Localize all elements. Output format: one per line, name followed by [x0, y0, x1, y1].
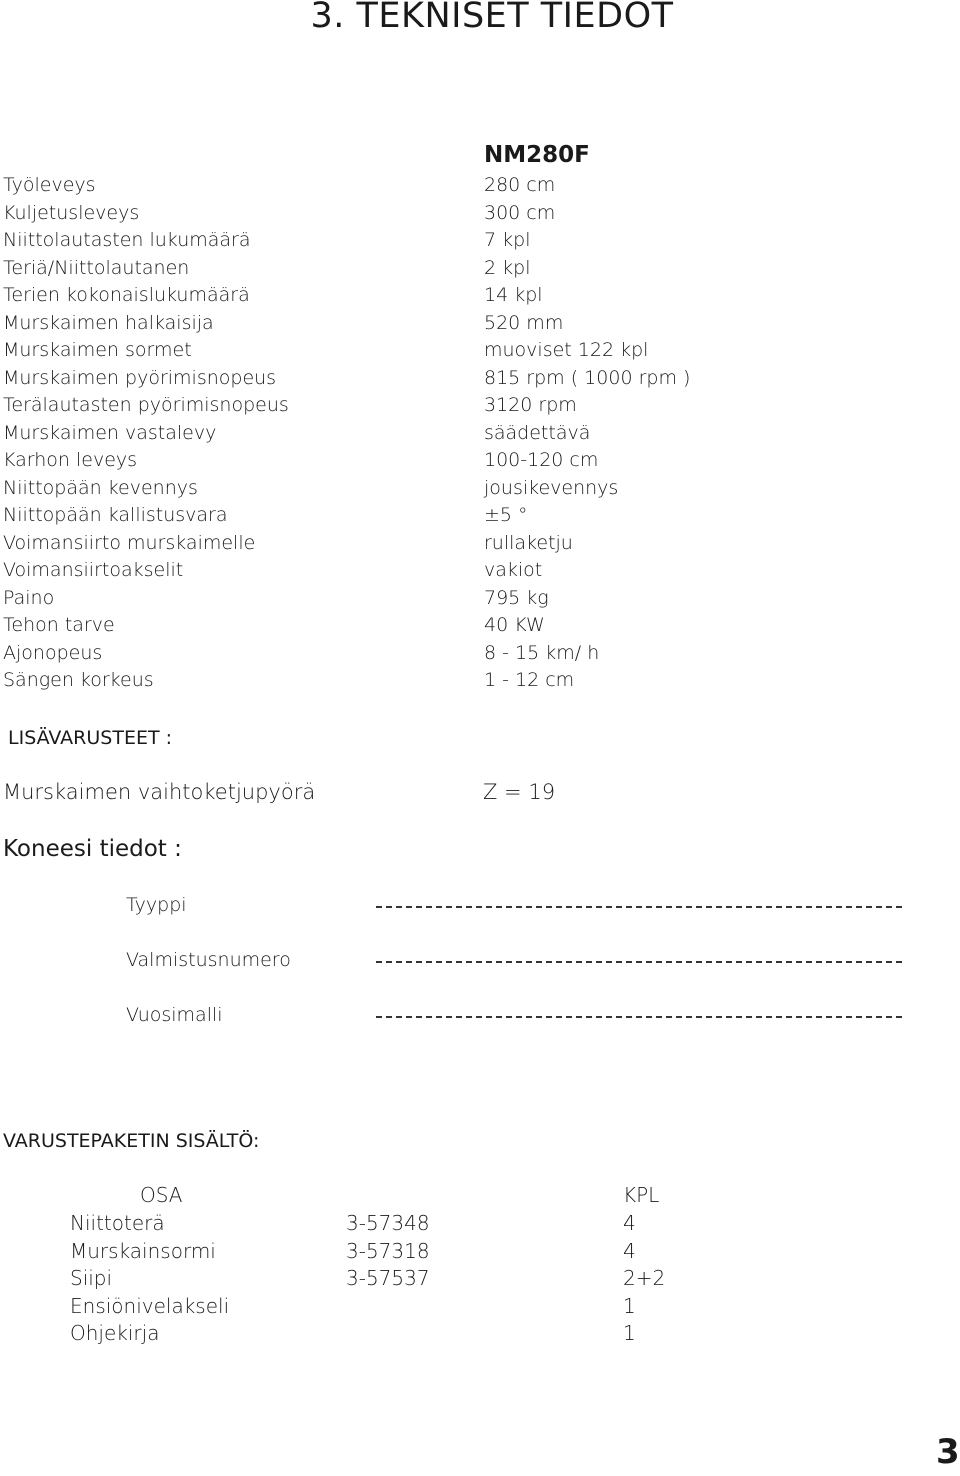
spec-label: Murskaimen vastalevy [3, 421, 217, 444]
spec-row [0, 614, 960, 642]
spec-value: 100-120 cm [484, 449, 599, 471]
spec-row [0, 449, 960, 477]
spec-row [0, 284, 960, 312]
spec-row [0, 669, 960, 697]
page-number: 3 [936, 1432, 960, 1472]
package-item-name: Murskainsormi [70, 1239, 216, 1263]
type-label: Tyyppi [126, 894, 187, 916]
spec-row [0, 642, 960, 670]
package-item-qty: 1 [623, 1321, 636, 1345]
package-item-name: Niittoterä [70, 1211, 165, 1235]
serial-number-label: Valmistusnumero [126, 949, 291, 971]
spec-value: 14 kpl [484, 284, 543, 306]
spec-value: 2 kpl [484, 256, 531, 279]
spec-row [0, 312, 960, 340]
spec-label: Sängen korkeus [3, 669, 154, 691]
page-title: 3. TEKNISET TIEDOT [310, 0, 674, 36]
spec-label: Terälautasten pyörimisnopeus [3, 394, 289, 416]
spec-row [0, 559, 960, 587]
spec-label: Teriä/Niittolautanen [3, 256, 190, 279]
type-field[interactable] [376, 906, 902, 908]
spec-row [0, 587, 960, 615]
spec-row [0, 367, 960, 395]
spec-value: säädettävä [484, 421, 591, 444]
spec-value: ±5 ° [484, 504, 528, 526]
spec-row [0, 422, 960, 450]
spec-value: 3120 rpm [484, 394, 577, 416]
spec-row [0, 504, 960, 532]
spec-value: 795 kg [484, 586, 549, 609]
column-header-qty: KPL [623, 1183, 660, 1207]
spec-label: Ajonopeus [3, 641, 103, 664]
model-year-field[interactable] [376, 1016, 902, 1018]
spec-row [0, 257, 960, 285]
spec-value: 815 rpm ( 1000 rpm ) [484, 366, 691, 389]
package-item-qty: 1 [623, 1294, 636, 1318]
column-header-part: OSA [140, 1183, 183, 1207]
spec-row [0, 394, 960, 422]
package-item-name: Ensiönivelakseli [70, 1294, 230, 1318]
package-item-code: 3-57318 [346, 1239, 430, 1263]
spec-row [0, 229, 960, 257]
model-header: NM280F [484, 142, 590, 168]
spec-label: Niittopään kallistusvara [3, 504, 228, 526]
spec-value: 8 - 15 km/ h [484, 641, 600, 664]
spec-value: 280 cm [484, 174, 556, 196]
spec-label: Voimansiirto murskaimelle [3, 531, 256, 554]
spec-label: Murskaimen sormet [3, 339, 192, 361]
spec-label: Työleveys [3, 174, 96, 196]
accessory-label: Murskaimen vaihtoketjupyörä [3, 780, 316, 804]
spec-label: Murskaimen pyörimisnopeus [3, 366, 277, 389]
spec-label: Voimansiirtoakselit [3, 559, 184, 581]
spec-value: vakiot [484, 559, 543, 581]
accessories-heading: LISÄVARUSTEET : [8, 727, 172, 749]
package-item-name: Ohjekirja [70, 1321, 160, 1345]
package-heading: VARUSTEPAKETIN SISÄLTÖ: [3, 1130, 260, 1152]
package-item-qty: 4 [623, 1239, 636, 1263]
spec-label: Niittopään kevennys [3, 476, 198, 499]
spec-row [0, 532, 960, 560]
package-item-qty: 2+2 [623, 1266, 666, 1290]
spec-label: Niittolautasten lukumäärä [3, 229, 251, 251]
spec-value: jousikevennys [484, 476, 619, 499]
accessory-value: Z = 19 [483, 780, 556, 804]
spec-value: muoviset 122 kpl [484, 339, 649, 361]
package-item-code: 3-57537 [346, 1266, 430, 1290]
spec-row [0, 174, 960, 202]
serial-number-field[interactable] [376, 961, 902, 963]
spec-value: rullaketju [484, 531, 573, 554]
spec-value: 7 kpl [484, 229, 531, 251]
spec-label: Karhon leveys [3, 449, 138, 471]
package-item-name: Siipi [70, 1266, 113, 1290]
spec-label: Terien kokonaislukumäärä [3, 284, 250, 306]
spec-label: Tehon tarve [3, 614, 115, 636]
package-item-qty: 4 [623, 1211, 636, 1235]
spec-row [0, 339, 960, 367]
spec-label: Murskaimen halkaisija [3, 311, 214, 334]
spec-label: Paino [3, 586, 55, 609]
spec-label: Kuljetusleveys [3, 201, 140, 224]
package-item-code: 3-57348 [346, 1211, 430, 1235]
spec-value: 300 cm [484, 201, 556, 224]
spec-value: 1 - 12 cm [484, 669, 575, 691]
spec-value: 520 mm [484, 311, 564, 334]
spec-value: 40 KW [484, 614, 545, 636]
spec-row [0, 202, 960, 230]
machine-info-heading: Koneesi tiedot : [3, 836, 182, 862]
spec-row [0, 477, 960, 505]
model-year-label: Vuosimalli [126, 1004, 223, 1026]
